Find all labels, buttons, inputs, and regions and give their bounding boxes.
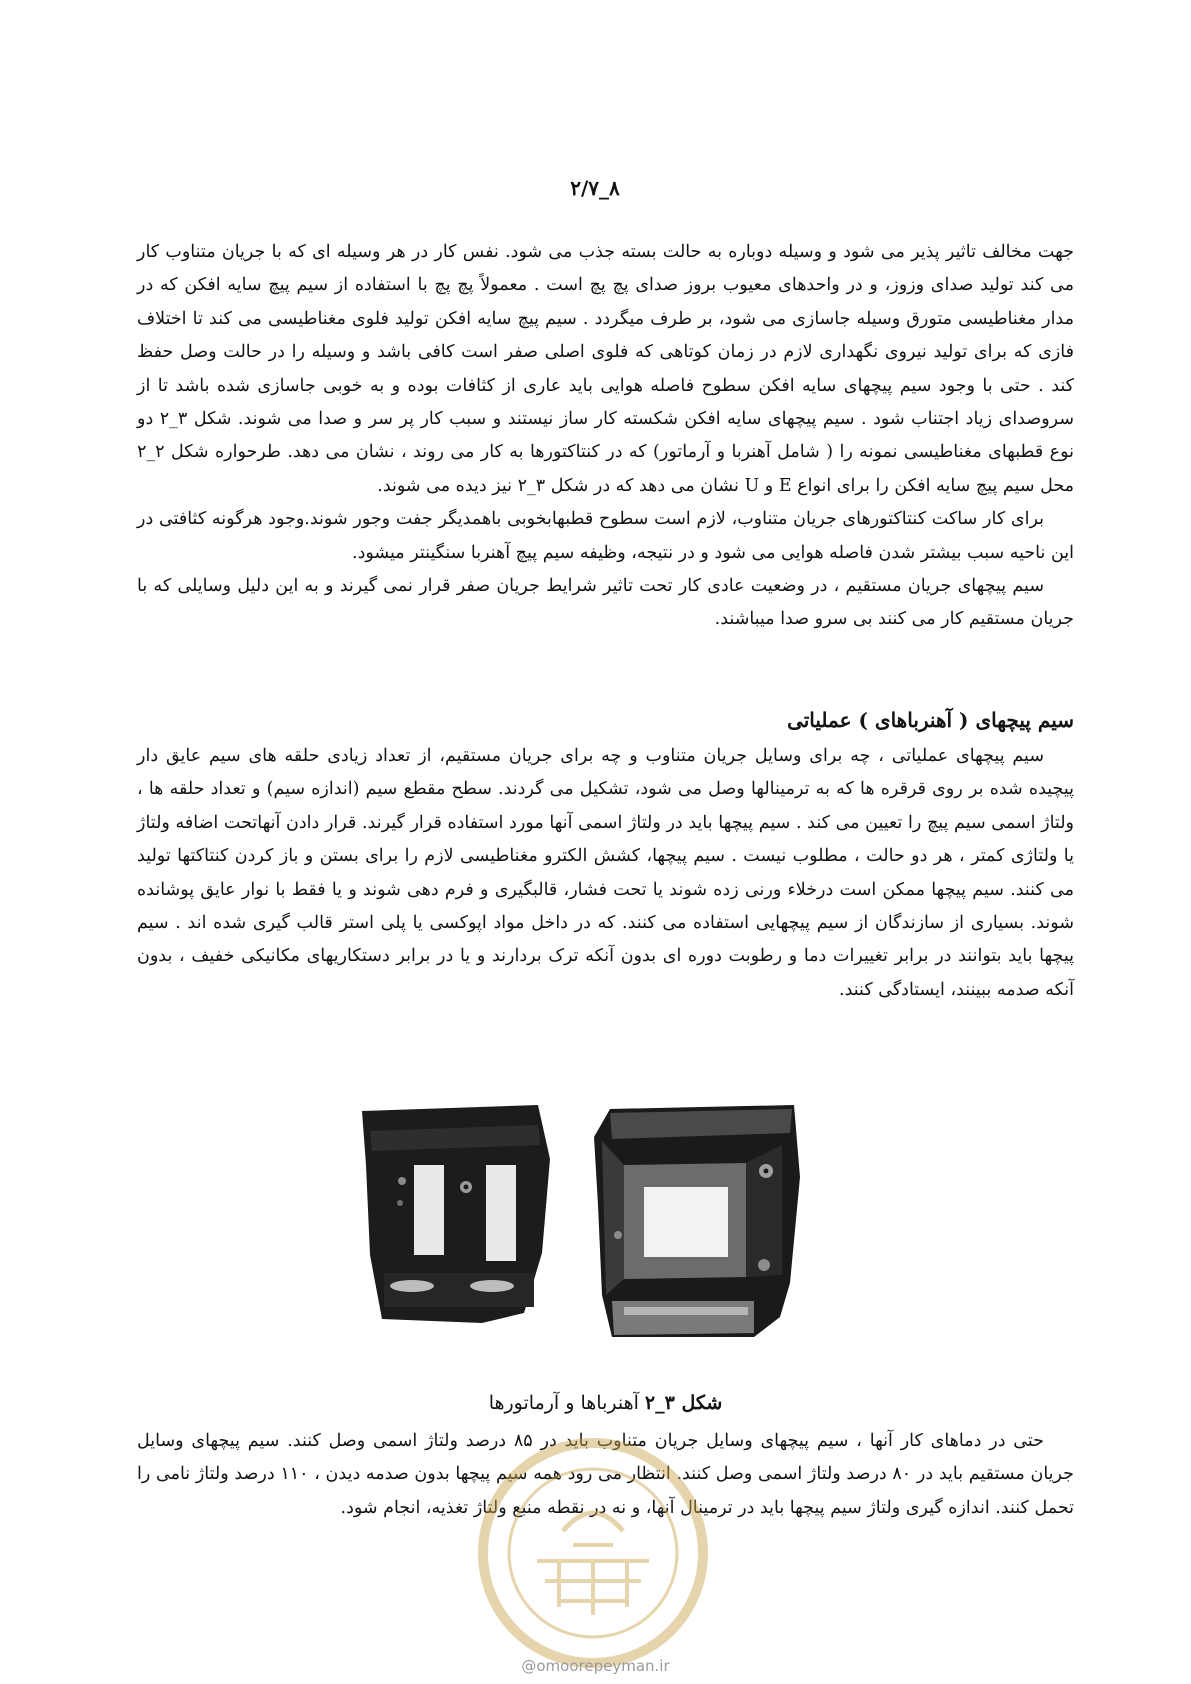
figure-caption <box>137 1392 1074 1414</box>
magnets-armatures-photo <box>362 1105 834 1343</box>
section-heading: سیم پیچهای ( آهنرباهای ) عملیاتی <box>787 708 1074 732</box>
u-core-magnet-image <box>594 1105 800 1337</box>
paragraph: جهت مخالف تاثیر پذیر می شود و وسیله دوباره به حالت بسته جذب می شود. نفس کار در هر وسیله ای که با جریان متناوب کار می کند تولید صدای وزوز، و در واحدهای معیوب بروز صدای پچ پچ است . معمولاً پچ پچ با استفاده از سیم پیچ سایه افکن که در مدار مغناطیسی متورق وسیله جاسازی می شود، بر طرف میگردد . سیم پیچ سایه افکن تولید فلوی مغناطیسی می کند تا اختلاف فازی که برای تولید نیروی نگهداری لازم در زمان کوتاهی که فلوی اصلی صفر است کافی باشد و وسیله را در حالت وصل حفظ کند . حتی با وجود سیم پیچهای سایه افکن سطوح فاصله هوایی باید عاری از کثافات بوده و به خوبی جاسازی شده باشد تا از سروصدای زیاد اجتناب شود . سیم پیچهای سایه افکن شکسته کار ساز نیستند و سبب کار پر سر و صدا می شوند. شکل ۳_۲ دو نوع قطبهای مغناطیسی نمونه را ( شامل آهنربا و آرماتور) که در کنتاکتورها به کار می روند ، نشان می دهد. طرحواره شکل ۲_۲ محل سیم پیچ سایه افکن را برای انواع E و U نشان می دهد که در شکل ۳_۲ نیز دیده می شوند. <box>137 242 1074 496</box>
paragraph: سیم پیچهای جریان مستقیم ، در وضعیت عادی کار تحت تاثیر شرایط جریان صفر قرار نمی گیرند و به این دلیل وسایلی که با جریان مستقیم کار می کنند بی سرو صدا میباشند. <box>137 576 1074 630</box>
paragraph: حتی در دماهای کار آنها ، سیم پیچهای وسایل جریان متناوب باید در ۸۵ درصد ولتاژ اسمی وصل کنند. سیم پیچهای وسایل جریان مستقیم باید در ۸۰ درصد ولتاژ اسمی وصل کنند. انتظار می رود همه سیم پیچها بدون صدمه دیدن ، ۱۱۰ درصد ولتاژ نامی را تحمل کنند. اندازه گیری ولتاژ سیم پیچها باید در ترمینال آنها، و نه در نقطه منبع ولتاژ تغذیه، انجام شود. <box>137 1431 1074 1518</box>
page-number: ۸_۲/۷ <box>570 176 620 200</box>
paragraph: سیم پیچهای عملیاتی ، چه برای وسایل جریان متناوب و چه برای جریان مستقیم، از تعداد زیادی حلقه های سیم عایق دار پیچیده شده بر روی قرقره ها که به ترمینالها وصل می شود، تشکیل می گردند. سطح مقطع سیم (اندازه سیم) و تعداد حلقه ها ، ولتاژ اسمی سیم پیچ را تعیین می کند . سیم پیچها باید در ولتاژ اسمی آنها مورد استفاده قرار گیرند. قرار دادن آنهاتحت اضافه ولتاژ یا ولتاژی کمتر ، هر دو حالت ، مطلوب نیست . سیم پیچها، کشش الکترو مغناطیسی لازم را برای بستن و باز کردن کنتاکتها تولید می کنند. سیم پیچها ممکن است درخلاء ورنی زده شوند یا تحت فشار، قالبگیری و فرم دهی شوند و یا فقط با نوار عایق پوشانده شوند. بسیاری از سازندگان از سیم پیچهایی استفاده می کنند. که در داخل مواد اپوکسی یا پلی استر قالب گیری شده اند . سیم پیچها باید بتوانند در برابر تغییرات دما و رطوبت دوره ای بدون آنکه ترک بردارند و یا در برابر دستکاریهای مکانیکی خفیف ، بدون آنکه صدمه ببینند، ایستادگی کنند. <box>137 746 1074 1000</box>
body-text-middle <box>137 740 1074 1007</box>
watermark-seal-icon <box>475 1435 711 1671</box>
body-text-top <box>137 236 1074 637</box>
paragraph: برای کار ساکت کنتاکتورهای جریان متناوب، لازم است سطوح قطبهابخوبی باهمدیگر جفت وجور شوند.وجود هرگونه کثافتی در این ناحیه سبب بیشتر شدن فاصله هوایی می شود و در نتیجه، وظیفه سیم پیچ آهنربا سنگینتر میشود. <box>137 509 1074 563</box>
watermark-url: @omoorepeyman.ir <box>521 1657 670 1675</box>
figure-caption-text: آهنرباها و آرماتورها <box>488 1392 639 1414</box>
e-core-magnet-image <box>362 1105 550 1323</box>
figure-caption-label: شکل ۳_۲ <box>644 1392 723 1414</box>
